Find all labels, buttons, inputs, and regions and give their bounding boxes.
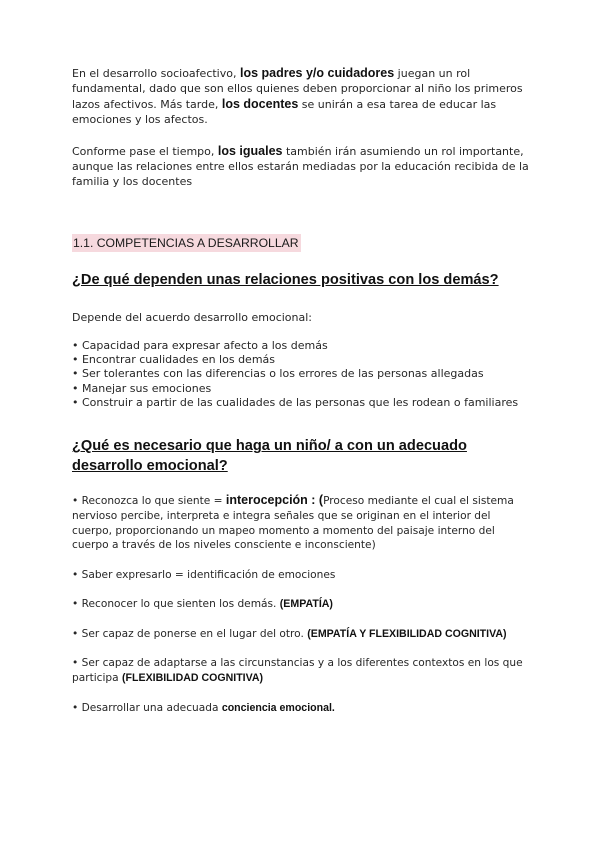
emotional-item-empathy xyxy=(72,597,532,612)
relations-list xyxy=(72,339,532,410)
text: En el desarrollo socioafectivo, xyxy=(72,67,240,80)
paragraph-peers xyxy=(72,144,532,190)
emotional-item-perspective xyxy=(72,627,532,642)
list-item: • Ser tolerantes con las diferencias o los errores de las personas allegadas xyxy=(72,367,484,381)
text: • Desarrollar una adecuada xyxy=(72,701,222,714)
text: Proceso mediante el cual el sistema nervioso percibe, interpreta e integra señales que se originan en el interior del cuerpo, proporcionando un mapeo momento a momento del paisaje interno del cuerpo a través de los niveles consciente e inconsciente) xyxy=(72,495,514,552)
paragraph-caregivers xyxy=(72,66,532,128)
question-heading-emotional: ¿Qué es necesario que haga un niño/ a con un adecuado desarrollo emocional? xyxy=(72,438,467,475)
bold-text: (EMPATÍA) xyxy=(279,598,333,611)
bold-text: interocepción : xyxy=(225,493,316,508)
section-label: 1.1. COMPETENCIAS A DESARROLLAR xyxy=(73,235,299,250)
list-item: • Construir a partir de las cualidades de las personas que les rodean o familiares xyxy=(72,396,519,410)
emotional-item-express: • Saber expresarlo = identificación de emociones xyxy=(72,568,336,581)
list-item: • Manejar sus emociones xyxy=(72,381,212,395)
relations-intro: Depende del acuerdo desarrollo emocional: xyxy=(72,310,312,324)
text: • Reconocer lo que sienten los demás. xyxy=(72,598,280,611)
text: • Ser capaz de ponerse en el lugar del otro. xyxy=(72,627,308,640)
emotional-item-awareness xyxy=(72,701,532,716)
list-item: • Capacidad para expresar afecto a los demás xyxy=(72,338,328,352)
bold-text: conciencia emocional. xyxy=(221,701,335,714)
text: también irán asumiendo un rol importante, aunque las relaciones entre ellos estarán mediadas por la educación recibida de la familia y los docentes xyxy=(72,144,529,189)
question-heading-relations: ¿De qué dependen unas relaciones positivas con los demás? xyxy=(72,271,499,288)
document-page xyxy=(72,66,532,715)
bold-text: (EMPATÍA Y FLEXIBILIDAD COGNITIVA) xyxy=(307,627,507,640)
emotional-item-adapt xyxy=(72,656,532,685)
bold-text: los padres y/o cuidadores xyxy=(239,66,395,80)
text: se unirán a esa tarea de educar las emociones y los afectos. xyxy=(72,97,497,127)
bold-text: los iguales xyxy=(217,143,283,158)
text: juegan un rol fundamental, dado que son ellos quienes deben proporcionar al niño los primeros lazos afectivos. Más tarde, xyxy=(72,67,523,111)
bold-text: los docentes xyxy=(221,96,299,111)
list-item: • Encontrar cualidades en los demás xyxy=(72,353,276,367)
bold-text: ( xyxy=(315,493,324,508)
bold-text: (FLEXIBILIDAD COGNITIVA) xyxy=(122,672,264,685)
text: • Reconozca lo que siente = xyxy=(72,495,226,508)
text: • Ser capaz de adaptarse a las circunstancias y a los diferentes contextos en los que participa xyxy=(72,657,523,685)
text: Conforme pase el tiempo, xyxy=(72,144,218,158)
emotional-item-interoception xyxy=(72,493,532,552)
